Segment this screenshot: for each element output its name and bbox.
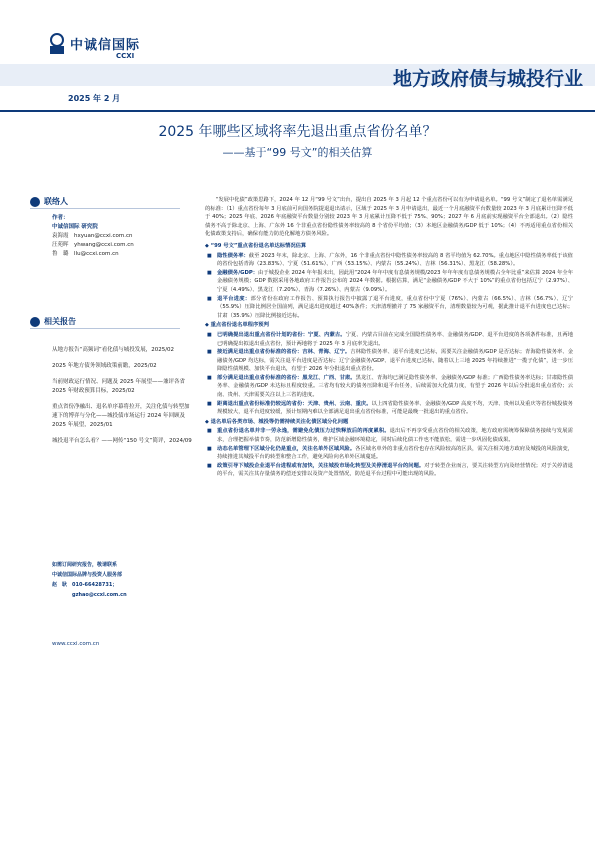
report-date: 2025 年 2 月	[68, 94, 121, 103]
brand-logo	[46, 28, 141, 64]
bullet-item: ■ 接近满足退出重点省份标准的省份：吉林、青海、辽宁。吉林隐性债务率、退平台进度已达标，需要关注金融债务/GDP 是否达标；青海隐性债务率、金融债务/GDP 均达标，需关注退平台进度是否达标；辽宁金融债务/GDP、退平台进度已达标，随着以上三地 2025 年持续推进“一揽子化债”，进一步压降隐性债规模、加快平台退出，有望于 2026 年分批退出重点省份。	[205, 348, 573, 374]
bullet-item: ■ 已明确提出退出重点省份计划的省份：宁夏、内蒙古。宁夏、内蒙古目前在完成全国隐性债务率、金融债务/GDP、退平台进度的各项条件标准，且两地已明确提出拟退出重点省份，预计两地将于 2025 年 3 月底率先退出。	[205, 331, 573, 348]
ccxi-logo-icon	[46, 32, 68, 56]
author-row: 汪苑晖 yhwang@ccxi.com.cn	[52, 242, 134, 248]
header-divider	[0, 110, 595, 112]
brand-name: 中诚信国际	[70, 38, 141, 53]
category-title: 地方政府债与城投行业	[392, 68, 583, 90]
bullet-item: ■ 重点省份退名单并非一劳永逸，需避免化债压力过快释放后的再度累积。退出后不再享受重点省份的相关政策，地方政府需统筹保障债务接续与发展需求，合理把握举债节奏，防范新增隐性债务，维护区域金融环境稳定，同时后续化债工作也不能放松，需进一步巩固化债成果。	[205, 427, 573, 444]
bullet-item: ■ 部分满足退出重点省份标准的省份：黑龙江、广西、甘肃。黑龙江、青海均已满足隐性债务率、金融债务/GDP 标准；广西隐性债务率达标；甘肃隐性债务率、金融债务/GDP 未达标且程度较重。三省均有较大的债务压降和退平台任务，后续需加大化债力度，有望于 2026 年以后分批退出重点省份；云南、贵州、天津需要关注以上三省的进度。	[205, 374, 573, 400]
bullet-item: ■ 动态名单管理下区域分化仍是重点，关注名单外区域风险。各区域名单外的非重点省份也存在风险较高的区县，需关注相关地方政府及城投的风险演变，持续推进其城投平台的转型和整合工作，避免风险向名单外区域蔓延。	[205, 445, 573, 462]
contacts-heading: 联络人	[30, 196, 68, 207]
contacts-divider	[30, 208, 180, 209]
report-link[interactable]: 城投退平台怎么看？——网传“150 号文”简评，2024/09	[52, 438, 192, 444]
report-link[interactable]: 从地方报告“高频词”看化债与城投发展，2025/02	[52, 347, 175, 353]
author-email[interactable]: llu@ccxi.com.cn	[74, 251, 119, 257]
authors-label: 作者：	[52, 215, 69, 221]
author-email[interactable]: hxyuan@ccxi.com.cn	[74, 233, 133, 239]
bullet-item: ■ 隐性债务率：截至 2023 年末，除北京、上海、广东外，16 个非重点省份中隐性债务率较高的 8 省平均值为 62.70%。重点地区中隐性债务率低于该值的省份包括青海（23.83%）、宁夏（51.61%）、广西（53.15%）、内蒙古（55.24%）、吉林（56.31%）、黑龙江（58.28%）。	[205, 252, 573, 269]
author-row: 袁海霞 hxyuan@ccxi.com.cn	[52, 233, 133, 239]
author-row: 鲁 璐 llu@ccxi.com.cn	[52, 251, 119, 257]
org-name: 中诚信国际 研究院	[52, 224, 98, 230]
subscribe-contact: 如需订阅研究报告，敬请联系 中诚信国际品牌与投资人服务部 赵 耿 010-66428731； gzhao@ccxi.com.cn	[52, 560, 192, 600]
summary-paragraph: “发展中化债”政策思路下，2024 年 12 月“99 号文”出台，提出自 2025 年 3 月起 12 个重点省份可以有为申请退名单。“99 号文”制定了退名单需满足的标准：（1）重点省份每年 3 月底前可向国务院提退退出请示，区域于 2025 年 3 月申请退出，最近一个月底融资平台数量较 2023 年 3 月底累计压降不低于 40%；2025 年底、2026 年底融资平台数量分别较 2023 年 3 月底累计压降不低于 75%、90%；2027 年 6 月底前实现融资平台全部退出。（2）隐性债务不高于除北京、上海、广东外 16 个非重点省份隐性债务率较高的 8 个省份平均值；（3）本地区金融债务/GDP 低于 10%；（4）不再适用重点省份相关化债政策支持后，确保有能力防范化解地方债务风险。	[205, 197, 573, 238]
bullet-item: ■ 距离退出重点省份标准仍较远的省份：天津、贵州、云南、重庆。以上四省隐性债务率、金融债务/GDP 高度不均，天津、贵州以及重庆等省份城投债务规模较大，退平台进度较缓，预计短期内难以全部满足退出重点省份标准，可能是最晚一批退出的重点省份。	[205, 400, 573, 417]
bullet-item: ■ 退平台进度：部分省份在政府工作报告、预算执行报告中披露了退平台进度，重点省份中宁夏（76%）、内蒙古（66.5%）、吉林（56.7%）、辽宁（55.9%）压降比例居全国前列，满足退出进度超过 40%条件；天津清理撤并了 75 家融资平台，清理数量较为可观，据此推计退平台进度也已达标；甘肃（35.9%）压降比例接近达标。	[205, 295, 573, 321]
report-link[interactable]: 2025 年地方债务领域政策前瞻，2025/02	[52, 363, 157, 369]
report-title: 2025 年哪些区域将率先退出重点省份名单？	[158, 124, 437, 140]
category-banner	[0, 64, 595, 90]
report-subtitle: ——基于“99 号文”的相关估算	[222, 146, 373, 159]
bullet-item: ■ 政策引导下城投企业退平台进程或有加快，关注城投市场化转型及关停清退平台的问题。对于转型企业而言，要关注转型方向及经营情况；对于关停清退的平台，需关注其存量债务的偿还安排以及资产处置情况，防范退平台过程中可能出现的风险。	[205, 462, 573, 479]
authors-block	[52, 214, 134, 259]
bullet-item: ■ 金融债务/GDP：由于城投企业 2024 年年报未出，因此用“2024 年年中度有息债务规模/2023 年年年度有息债务规模占全年比重”来估算 2024 年全年金融债务规模；GDP 数据采用各地政府工作报告公布的 2024 年数据。根据估算，满足“金融债务/GDP 不大于 10%”的重点省份包括辽宁（2.97%）、宁夏（4.49%）、黑龙江（7.20%）、青海（7.26%）、内蒙古（9.09%）。	[205, 269, 573, 295]
report-link[interactable]: 重点省份净融出、退名单序幕将拉开，关注化债与转型加速下的博弈与分化——城投债市场运行 2024 年回顾及 2025 年展望，2025/01	[52, 404, 190, 428]
report-link[interactable]: 当前财政运行情况、问题及 2025 年展望——兼评各省 2025 年财政预算目标，2025/02	[52, 379, 185, 394]
related-reports	[52, 346, 192, 453]
reports-heading: 相关报告	[30, 316, 76, 327]
brand-en: CCXI	[116, 52, 135, 60]
report-body	[205, 196, 573, 479]
contact-email[interactable]: gzhao@ccxi.com.cn	[72, 592, 127, 598]
document-icon	[30, 317, 40, 327]
reports-divider	[30, 328, 180, 329]
author-email[interactable]: yhwang@ccxi.com.cn	[74, 242, 134, 248]
box-heading: ◆ “99 号文”重点省份退名单达标情况估算	[205, 242, 573, 251]
person-icon	[30, 197, 40, 207]
section-heading: ◆ 退名单后各类市场、城投等仍需持续关注化债区域分化问题	[205, 418, 573, 427]
section-heading: ◆ 重点省份退名单程序预判	[205, 321, 573, 330]
website[interactable]: www.ccxi.com.cn	[52, 641, 100, 647]
